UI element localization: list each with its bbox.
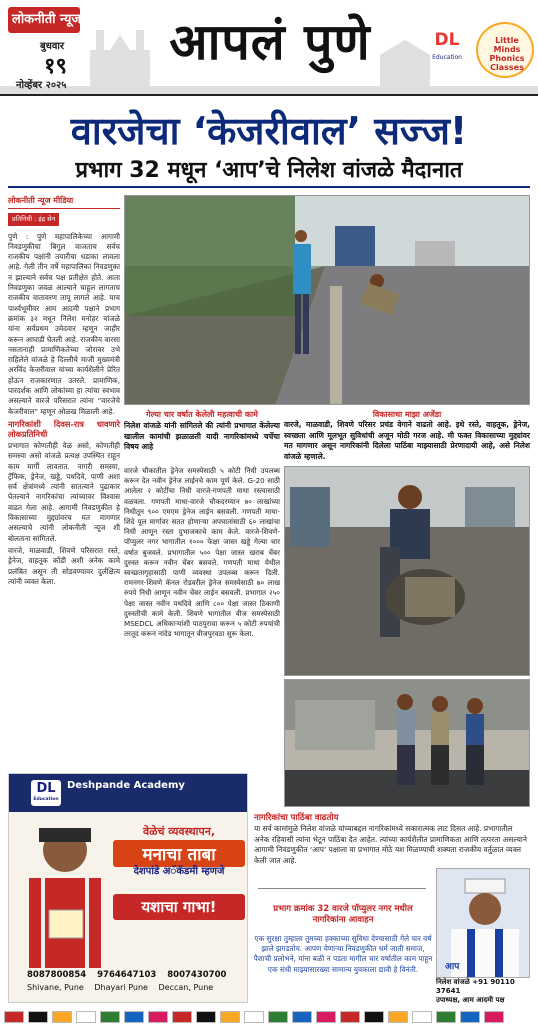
headline-divider [8,186,530,188]
footer-swatch [148,1011,168,1023]
ad-line-2: मनाचा ताबा [113,840,245,867]
footer-swatch [388,1011,408,1023]
aap-sash-text: आप [445,962,460,972]
works-intro: निलेश वांजळे यांनी सांगितले की त्यांनी प्रभागात केलेल्या खालील कामांची झळाळती यादी नागरिकांमध्ये चर्चेचा विषय आहे [124,421,280,451]
photo-road-work [124,195,530,405]
ad-location-2: Dhayari Pune [94,983,148,992]
ad-location-1: Shivane, Pune [27,983,84,992]
footer-swatch [4,1011,24,1023]
footer-swatch [220,1011,240,1023]
footer-color-strip [0,1008,538,1024]
ad-academy-name: Deshpande Academy [67,780,185,791]
subheading-citizens: नागरिकांशी दिवस-रात्र धावणारे लोकप्रतिनिधी [8,418,120,439]
public-support-text: या सर्व कामांमुळे निलेश वांजळे यांच्याबद्दल नागरिकांमध्ये सकारात्मक लाट दिसत आहे. प्रभागातील अनेक रहिवासी त्यांना भेटून पाठिंबा देत आहेत. त्यांच्या कार्यशैलीत प्रामाणिकता आणि तत्परता असल्याने आगामी निवडणुकीत ‘आप’ पक्षाला या प्रभागात मोठे यश मिळण्याची शक्यता राजकीय वर्तुळात व्यक्त केली जात आहे. [254,824,527,865]
footer-swatch [124,1011,144,1023]
footer-swatch [268,1011,288,1023]
appeal-divider [258,888,426,889]
appeal-body: एक सुरक्षा तुम्हाला तुमच्या हक्काच्या सुविधा देण्यासाठी गेले चार वर्ष झाले झगडतोय. आपण येणाऱ्या निवडणुकीत धर्म जाती समाज, पैशाची प्रलोभने, यांना बळी न पडता मागील चार वर्षातील काम पाहून एक संधी माझ्यासारख्या सामान्य युवकाला द्यावी हे विनंती. [253,934,433,974]
footer-swatch [484,1011,504,1023]
edition-title: आपलं पुणे [169,13,371,71]
dl-mark: DL [434,30,460,50]
footer-swatch [76,1011,96,1023]
paragraph-3: वारजे, माळवाडी, शिवणे परिसरात रस्ते, ड्रेनेज, वाहतूक कोंडी अशी अनेक कामे प्रलंबित असून ती सोडवण्यावर दुर्लक्षित्य त्यांनी व्यक्त केला. [8,545,120,586]
dl-education-logo [426,30,468,70]
group-road-image [285,680,530,807]
intro-paragraph: पुणे : पुणे महापालिकेच्या आगामी निवडणुकीचा बिगुल वाजताच सर्वच राजकीय पक्षांनी तयारीचा धडाका लावला आहे. गेली तीन वर्षे महापालिका निवडणुका न झाल्याने सर्वच पक्ष प्रतीक्षेत होते. आता निवडणुका जवळ आल्याने चाहूल लागताच राजकीय वातावरण तापू लागले आहे. याच पार्श्वभूमीवर आम आदमी पक्षाने प्रभाग क्रमांक ३२ मधून निलेश मनोहर वांजळे यांना सर्वप्रथम उमेदवार म्हणून जाहीर करून आघाडी घेतली आहे. राजकीय वारसा नसतानाही प्रामाणिकतेच्या जोरावर उभे राहिलेले वांजळे हे दिल्लीचे माजी मुख्यमंत्री अरविंद केजरीवाल यांच्या कार्यशैलीने प्रेरित होऊन राजकारणात उतरले. प्रामाणिक, पारदर्शक आणि लोकांच्या हा त्यांचा स्वभाव असल्याने वारजे परिसरात त्यांना “वारजेचे केजरीवाल” म्हणून ओळख मिळाली आहे. [8,231,120,416]
student-illustration [19,820,111,968]
dl-sub-label: Education [432,54,462,61]
issue-day: बुधवार [40,41,65,52]
masthead [0,0,538,96]
photo-group-road [284,679,530,807]
ad-phone-1: 8087800854 [27,970,87,980]
works-list: वारजे चौकातील ड्रेनेज समस्येसाठी ५ कोटी निधी उपलब्ध करून देत नवीन ड्रेनेज लाईनचे काम पूर्ण केले. G-20 साठी आलेला २ कोटींचा निधी वारजे-गणपती माथा रस्त्यासाठी वळवला. गणपती माथा-वारजे चौकदरम्यान ७० लाखांच्या निधीतून ९०० एमएम ड्रेनेज लाईन बसवली. गणपती माथा-शिंदे पूल मार्गावर सतत होणाऱ्या अपघातांसाठी ६० लाखांचा निधी आणून रस्ता दुभाजकाचे काम केले. वारजे-शिवणे-पॉप्युलर नगर भागातील १००० फेक्षा जास्त खड्डे गेल्या चार वर्षात बुजवले. प्रभागातील ५०० पेक्षा जास्त खराब चेंबर दुरुस्त करून नवीन चेंबर बसवले. गणपती माथा येथील स्वच्छतागृहासाठी पाणी व्यवस्था उपलब्ध करून दिली. रामनगर-शिवणे कॅनल रोडवरील ड्रेनेज समस्येसाठी ७० लाख रुपये निधी आणून नवीन चेंबर लाईन बसवली. प्रभागात २५० पेक्षा जास्त नवीन पथदिवे आणि ८०० पेक्षा जास्त ठिकाणी दुरुस्तीची कामे केली. शिवणे भागातील वीज समस्येसाठी MSEDCL अधिकाऱ्यांशी पाठपुरावा करून ५ कोटी रुपयांची तरतूद करून नांदेड भागातून वीजपुरवठा सुरू केला. [124,466,280,639]
paragraph-2: प्रभागात कोणतीही वेळ असो, कोणतीही समस्या असो वांजळे प्रत्यक्ष उपस्थित राहून काम मार्गी लावतात. नागरी समस्या, ट्रॅफिक, ड्रेनेज, खड्डे, पथदिवे, पाणी अशा सर्व क्षेत्रांमध्ये त्यांनी सातत्याने पुढाकार घेतल्याने नागरिकांचा त्यांच्यावर विश्वास वाढत गेला आहे. आगामी निवडणुकीत हे विकासाच्या मुद्द्यांवरच मत मागणार असल्याचे त्यांनी लोकनीती न्यूज शी बोलताना सांगितले. [8,440,120,543]
candidate-portrait [437,869,530,978]
candidate-name: निलेश वांजळे +91 90110 37641 [436,978,515,995]
byline: लोकनीती न्यूज मीडिया [8,196,120,209]
ad-phone-numbers [27,970,247,980]
ad-line-3: देशपांडे अॅकॅडमी म्हणजे [133,866,225,877]
footer-swatch [28,1011,48,1023]
sub-headline: प्रभाग 32 मधून ‘आप’चे निलेश वांजळे मैदानात [75,158,463,183]
footer-swatch [340,1011,360,1023]
ad-locations [27,983,247,992]
footer-swatch [52,1011,72,1023]
drain-inspection-image [285,467,530,676]
footer-swatch [460,1011,480,1023]
loknit-news-logo-text: लोकनीती न्यूज [12,12,82,27]
ad-header [9,774,248,812]
appeal-heading: प्रभाग क्रमांक 32 वारजे पॉप्युलर नगर मधील नागरिकांना आवाहन [273,904,413,925]
candidate-party: उपाध्यक्ष, आम आदमी पक्ष [436,996,505,1004]
footer-swatch [172,1011,192,1023]
photo-drain-inspection [284,466,530,676]
ad-phone-3: 8007430700 [167,970,227,980]
main-headline: वारजेचा ‘केजरीवाल’ सज्ज! [70,109,468,153]
footer-swatch [292,1011,312,1023]
section-public-support: नागरिकांचा पाठिंबा वाढतोय [254,813,339,823]
footer-swatch [364,1011,384,1023]
reporter-tag: प्रतिनिधी : इंद्र सेन [8,213,59,225]
deshpande-academy-ad [8,773,248,1003]
issue-month-year: नोव्हेंबर २०२५ [16,80,67,91]
footer-swatch [244,1011,264,1023]
footer-swatch [100,1011,120,1023]
candidate-caption [436,978,534,1005]
ad-location-3: Deccan, Pune [158,983,214,992]
ad-dl-logo: DL Education [31,780,61,806]
candidate-photo [436,868,530,978]
little-minds-phonics-logo [476,22,534,78]
footer-swatch [196,1011,216,1023]
footer-swatch [436,1011,456,1023]
ad-dl-logo-sub: Education [33,797,59,802]
ad-phone-2: 9764647103 [97,970,157,980]
footer-swatch [316,1011,336,1023]
left-article-column [8,196,120,589]
ad-line-4: यशाचा गाभा! [113,894,245,920]
little-minds-logo-text: Little Minds Phonics Classes [489,36,525,72]
road-work-image [125,196,530,405]
footer-swatch [412,1011,432,1023]
issue-date: १९ [44,54,67,79]
ad-line-1: वेळेचं व्यवस्थापन, [142,825,216,838]
section-development-agenda: विकासाचा माझा अजेंडा [372,410,442,419]
development-agenda-text: वारजे, माळवाडी, शिवणे परिसर प्रचंड वेगाने वाढतो आहे. इथे रस्ते, वाहतूक, ड्रेनेज, स्वच्छता आणि मूलभूत सुविधांची अजून मोठी गरज आहे. मी फक्त विकासाच्या मुद्द्यांवर मत मागणार असून नागरिकांनी दिलेला पाठिंबा माझ्यासाठी प्रेरणादायी आहे, असे निलेश वांजळे म्हणाले. [284,420,530,461]
caption-works: गेल्या चार वर्षात केलेली महत्वाची कामे [146,410,258,419]
